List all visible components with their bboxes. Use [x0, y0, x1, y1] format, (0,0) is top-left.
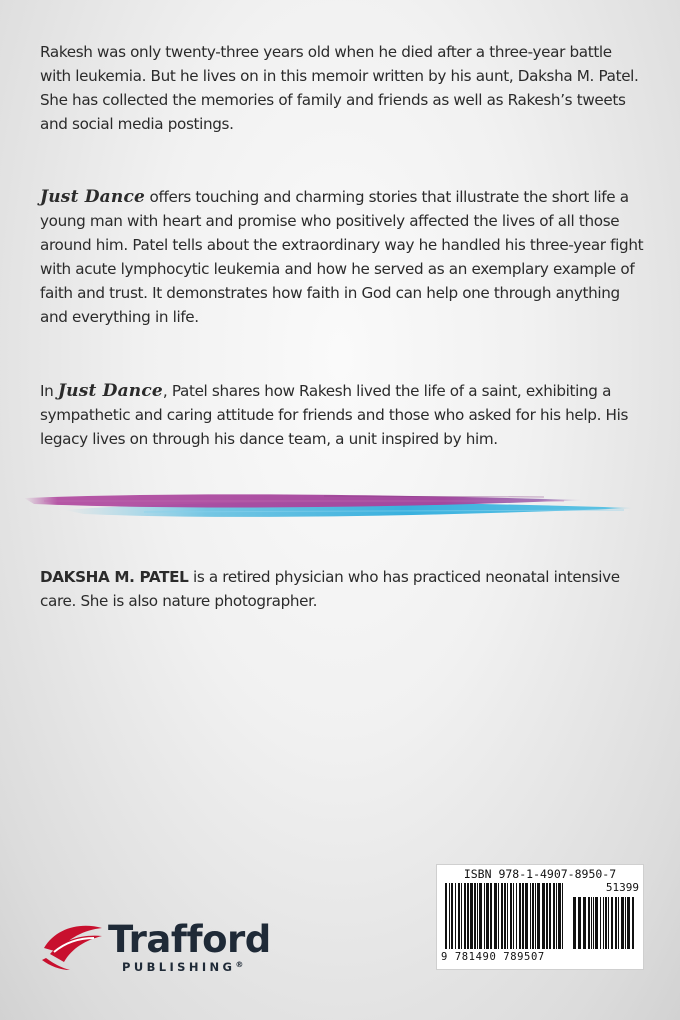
- publisher-name: Trafford: [108, 918, 271, 961]
- blurb-paragraph-3: [40, 379, 644, 451]
- author-bio: [40, 565, 644, 613]
- book-swoosh-icon: [40, 918, 106, 974]
- barcode-digits: 9 781490 789507: [441, 951, 545, 963]
- blurb-paragraph-2: [40, 185, 644, 329]
- blurb-paragraph-3-lead: In: [40, 382, 58, 400]
- publisher-subtitle: PUBLISHING®: [122, 960, 244, 974]
- brush-stroke-divider: [24, 488, 656, 528]
- blurb-paragraph-1: Rakesh was only twenty-three years old when he died after a three-year battle with leukemia. But he lives on in this memoir written by his aunt, Daksha M. Patel. She has collected the memories of family and friends as well as Rakesh’s tweets and social media postings.: [40, 43, 639, 133]
- author-name: DAKSHA M. PATEL: [40, 568, 189, 586]
- blurb-paragraph-2-text: offers touching and charming stories that illustrate the short life a young man with heart and promise who positively affected the lives of all those around him. Patel tells about the extraordinary way he handled his three-year fight with acute lymphocytic leukemia and how he served as an exemplary example of faith and trust. It demonstrates how faith in God can help one through anything and everything in life.: [40, 188, 644, 326]
- author-bio-text: is a retired physician who has practiced neonatal intensive care. She is also nature photographer.: [40, 568, 620, 610]
- price-code: 51399: [605, 881, 639, 894]
- book-title-inline: Just Dance: [57, 381, 163, 401]
- book-title-inline: Just Dance: [40, 187, 146, 207]
- isbn-label: ISBN 978-1-4907-8950-7: [463, 867, 617, 881]
- barcode-bars: [443, 883, 637, 951]
- blurb-paragraph-3-text: , Patel shares how Rakesh lived the life of a saint, exhibiting a sympathetic and caring attitude for friends and those who asked for his help. His legacy lives on through his dance team, a unit inspired by him.: [40, 382, 629, 448]
- isbn-barcode: [436, 864, 644, 970]
- publisher-logo: [40, 918, 310, 980]
